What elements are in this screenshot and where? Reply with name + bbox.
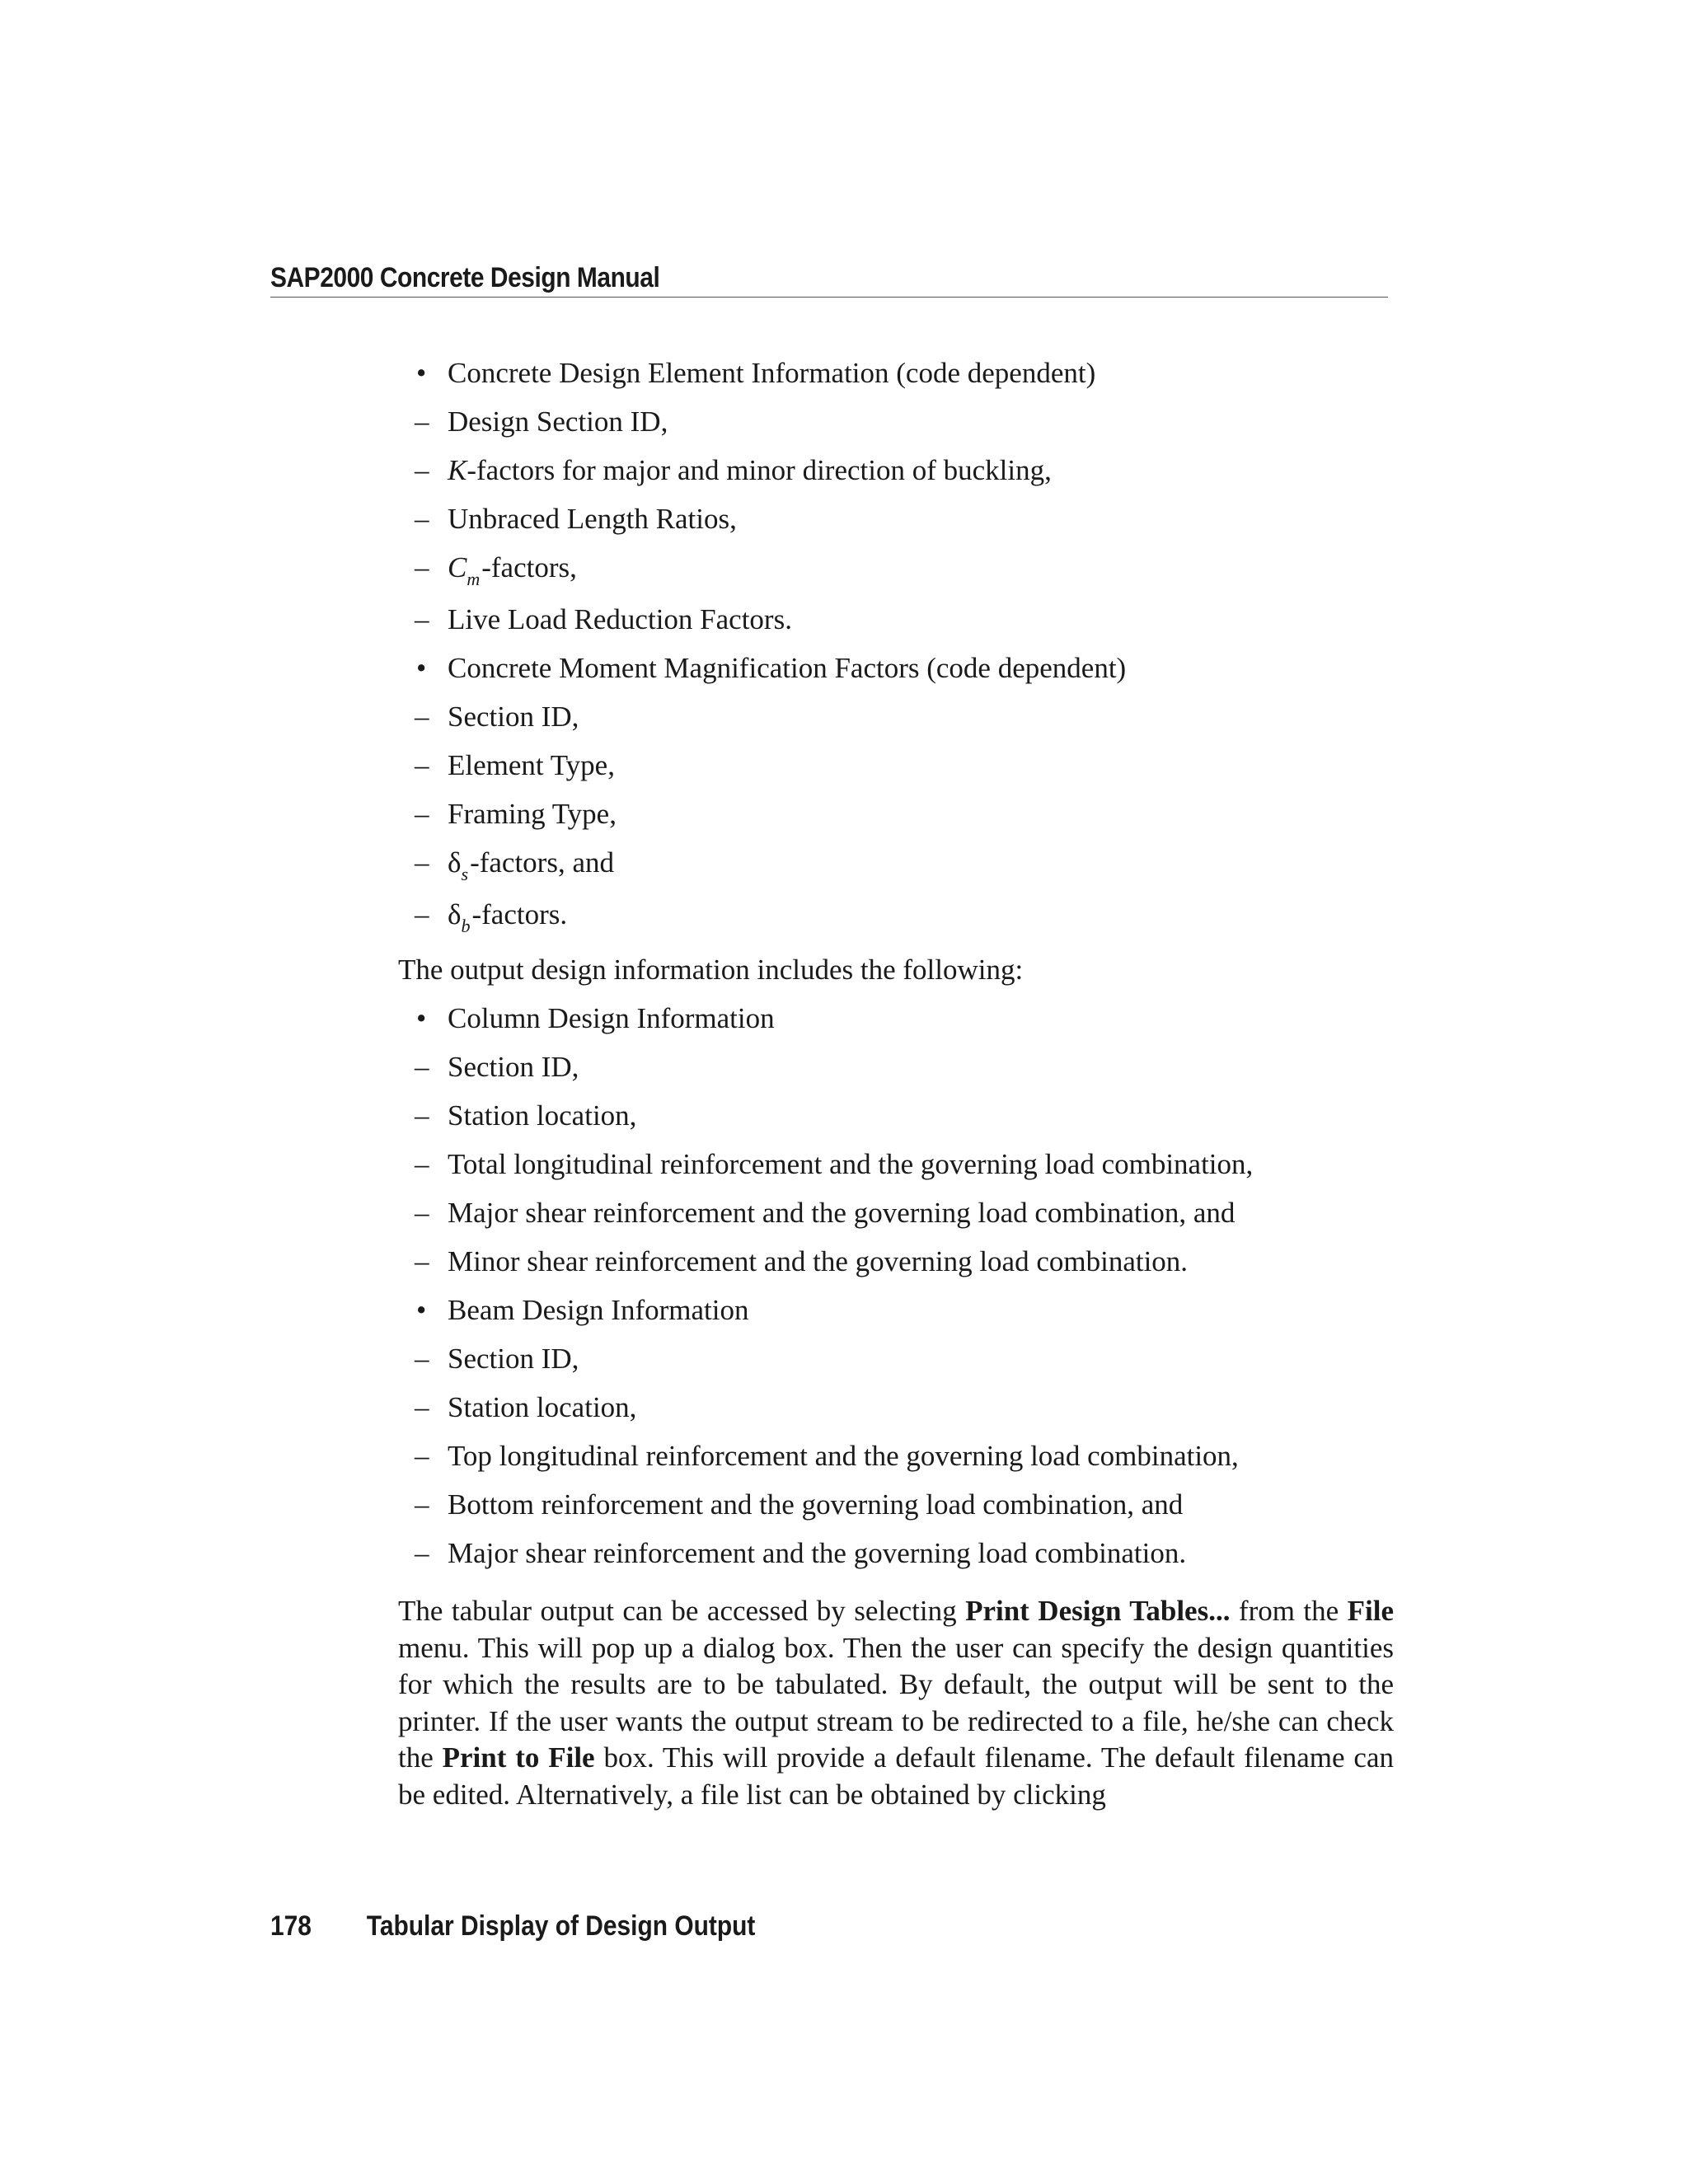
bullet-label: Concrete Moment Magnification Factors (code dependent)	[448, 652, 1127, 684]
sub-item	[349, 403, 1394, 440]
dash-mark: –	[415, 701, 429, 733]
dash-mark: –	[415, 898, 429, 930]
sub-item-text: Unbraced Length Ratios,	[448, 503, 737, 535]
running-header: SAP2000 Concrete Design Manual	[270, 262, 660, 293]
sub-item	[349, 747, 1394, 784]
dash-mark: –	[415, 1197, 429, 1229]
sub-item-text: Live Load Reduction Factors.	[448, 603, 792, 635]
design-input-list	[398, 354, 1394, 936]
sub-item	[349, 1389, 1394, 1426]
dash-mark: –	[415, 1148, 429, 1180]
bullet-mark: •	[416, 357, 427, 389]
dash-mark: –	[415, 1051, 429, 1083]
sub-item	[349, 844, 1394, 884]
sub-item-text: Major shear reinforcement and the governing load combination.	[448, 1537, 1187, 1569]
dash-mark: –	[415, 503, 429, 535]
paragraph-bold-3: Print to File	[442, 1741, 595, 1774]
sub-item-text: Element Type,	[448, 749, 615, 781]
dash-mark: –	[415, 603, 429, 635]
symbol: C	[448, 551, 467, 583]
paragraph-bold-2: File	[1347, 1595, 1394, 1627]
dash-mark: –	[415, 1245, 429, 1277]
dash-mark: –	[415, 551, 429, 583]
sub-item	[349, 1146, 1394, 1183]
sub-item	[349, 601, 1394, 638]
dash-mark: –	[415, 1391, 429, 1423]
bullet-label: Beam Design Information	[448, 1294, 749, 1326]
sub-item	[349, 500, 1394, 537]
header-rule	[270, 297, 1388, 298]
paragraph-text-1: The tabular output can be accessed by selecting	[398, 1595, 966, 1627]
bullet-item	[398, 649, 1394, 687]
bullet-group	[398, 354, 1394, 638]
sub-item	[349, 1535, 1394, 1572]
dash-mark: –	[415, 405, 429, 438]
bullet-item	[398, 354, 1394, 391]
sub-item-text: Bottom reinforcement and the governing load combination, and	[448, 1488, 1184, 1521]
sub-item-text: -factors,	[481, 551, 577, 583]
sub-item-text: Section ID,	[448, 701, 579, 733]
sub-item-text: Total longitudinal reinforcement and the governing load combination,	[448, 1148, 1254, 1180]
sub-item-text: -factors.	[471, 898, 568, 930]
sub-item-text: Station location,	[448, 1391, 637, 1423]
sub-item-text: -factors, and	[470, 846, 614, 879]
footer-section-title: Tabular Display of Design Output	[366, 1910, 756, 1942]
dash-mark: –	[415, 1343, 429, 1375]
sub-item	[349, 1048, 1394, 1085]
bullet-mark: •	[416, 1002, 427, 1034]
page-content	[398, 354, 1394, 1813]
sub-item-text: Section ID,	[448, 1343, 579, 1375]
symbol-delta: δ	[448, 898, 462, 930]
dash-mark: –	[415, 454, 429, 486]
bullet-mark: •	[416, 652, 427, 684]
sub-item-text: Major shear reinforcement and the governing load combination, and	[448, 1197, 1236, 1229]
bullet-label: Column Design Information	[448, 1002, 775, 1034]
sub-item-text: Framing Type,	[448, 798, 617, 830]
symbol-subscript: s	[461, 864, 469, 884]
sub-item	[349, 549, 1394, 589]
symbol: K	[448, 454, 467, 486]
sub-item-text: Station location,	[448, 1099, 637, 1132]
paragraph-text-4: box. This will provide a default filename. The default filename can be edited. Alternatively, a file list can be obtained by clicking	[398, 1741, 1394, 1811]
sub-item	[349, 1194, 1394, 1231]
sub-item	[349, 1340, 1394, 1377]
symbol-subscript: b	[461, 916, 471, 936]
sub-item-text: Design Section ID,	[448, 405, 668, 438]
bullet-item	[398, 1291, 1394, 1329]
sub-item	[349, 1486, 1394, 1523]
sub-item	[349, 795, 1394, 832]
sub-item	[349, 896, 1394, 936]
dash-mark: –	[415, 1537, 429, 1569]
bullet-group	[398, 1000, 1394, 1280]
sub-item	[349, 1437, 1394, 1474]
dash-mark: –	[415, 1099, 429, 1132]
sub-item-text: Minor shear reinforcement and the governing load combination.	[448, 1245, 1189, 1277]
sub-item-text: Top longitudinal reinforcement and the governing load combination,	[448, 1440, 1239, 1472]
symbol-subscript: m	[467, 569, 481, 589]
page-footer	[270, 1910, 755, 1943]
symbol-delta: δ	[448, 846, 462, 879]
sub-item-text: Section ID,	[448, 1051, 579, 1083]
sub-item	[349, 1243, 1394, 1280]
sub-item	[349, 452, 1394, 489]
sub-item-text: -factors for major and minor direction of buckling,	[467, 454, 1052, 486]
sub-item	[349, 1097, 1394, 1134]
page-number: 178	[270, 1910, 312, 1942]
dash-mark: –	[415, 1488, 429, 1521]
sub-item	[349, 698, 1394, 735]
dash-mark: –	[415, 749, 429, 781]
dash-mark: –	[415, 1440, 429, 1472]
dash-mark: –	[415, 846, 429, 879]
dash-mark: –	[415, 798, 429, 830]
bullet-group	[398, 649, 1394, 936]
paragraph-text-3: menu. This will pop up a dialog box. Then the user can specify the design quantities for which the results are to be tabulated. By default, the output will be sent to the printer. If the user wants the output stream to be redirected to a file, he/she can check the	[398, 1631, 1394, 1774]
paragraph-bold-1: Print Design Tables...	[965, 1595, 1231, 1627]
bullet-group	[398, 1291, 1394, 1572]
design-output-list	[398, 1000, 1394, 1572]
output-intro: The output design information includes the following:	[398, 954, 1024, 986]
bullet-mark: •	[416, 1294, 427, 1326]
bullet-label: Concrete Design Element Information (code dependent)	[448, 357, 1096, 389]
paragraph-text-2: from the	[1230, 1595, 1348, 1627]
body-paragraph	[398, 1593, 1394, 1813]
bullet-item	[398, 1000, 1394, 1037]
